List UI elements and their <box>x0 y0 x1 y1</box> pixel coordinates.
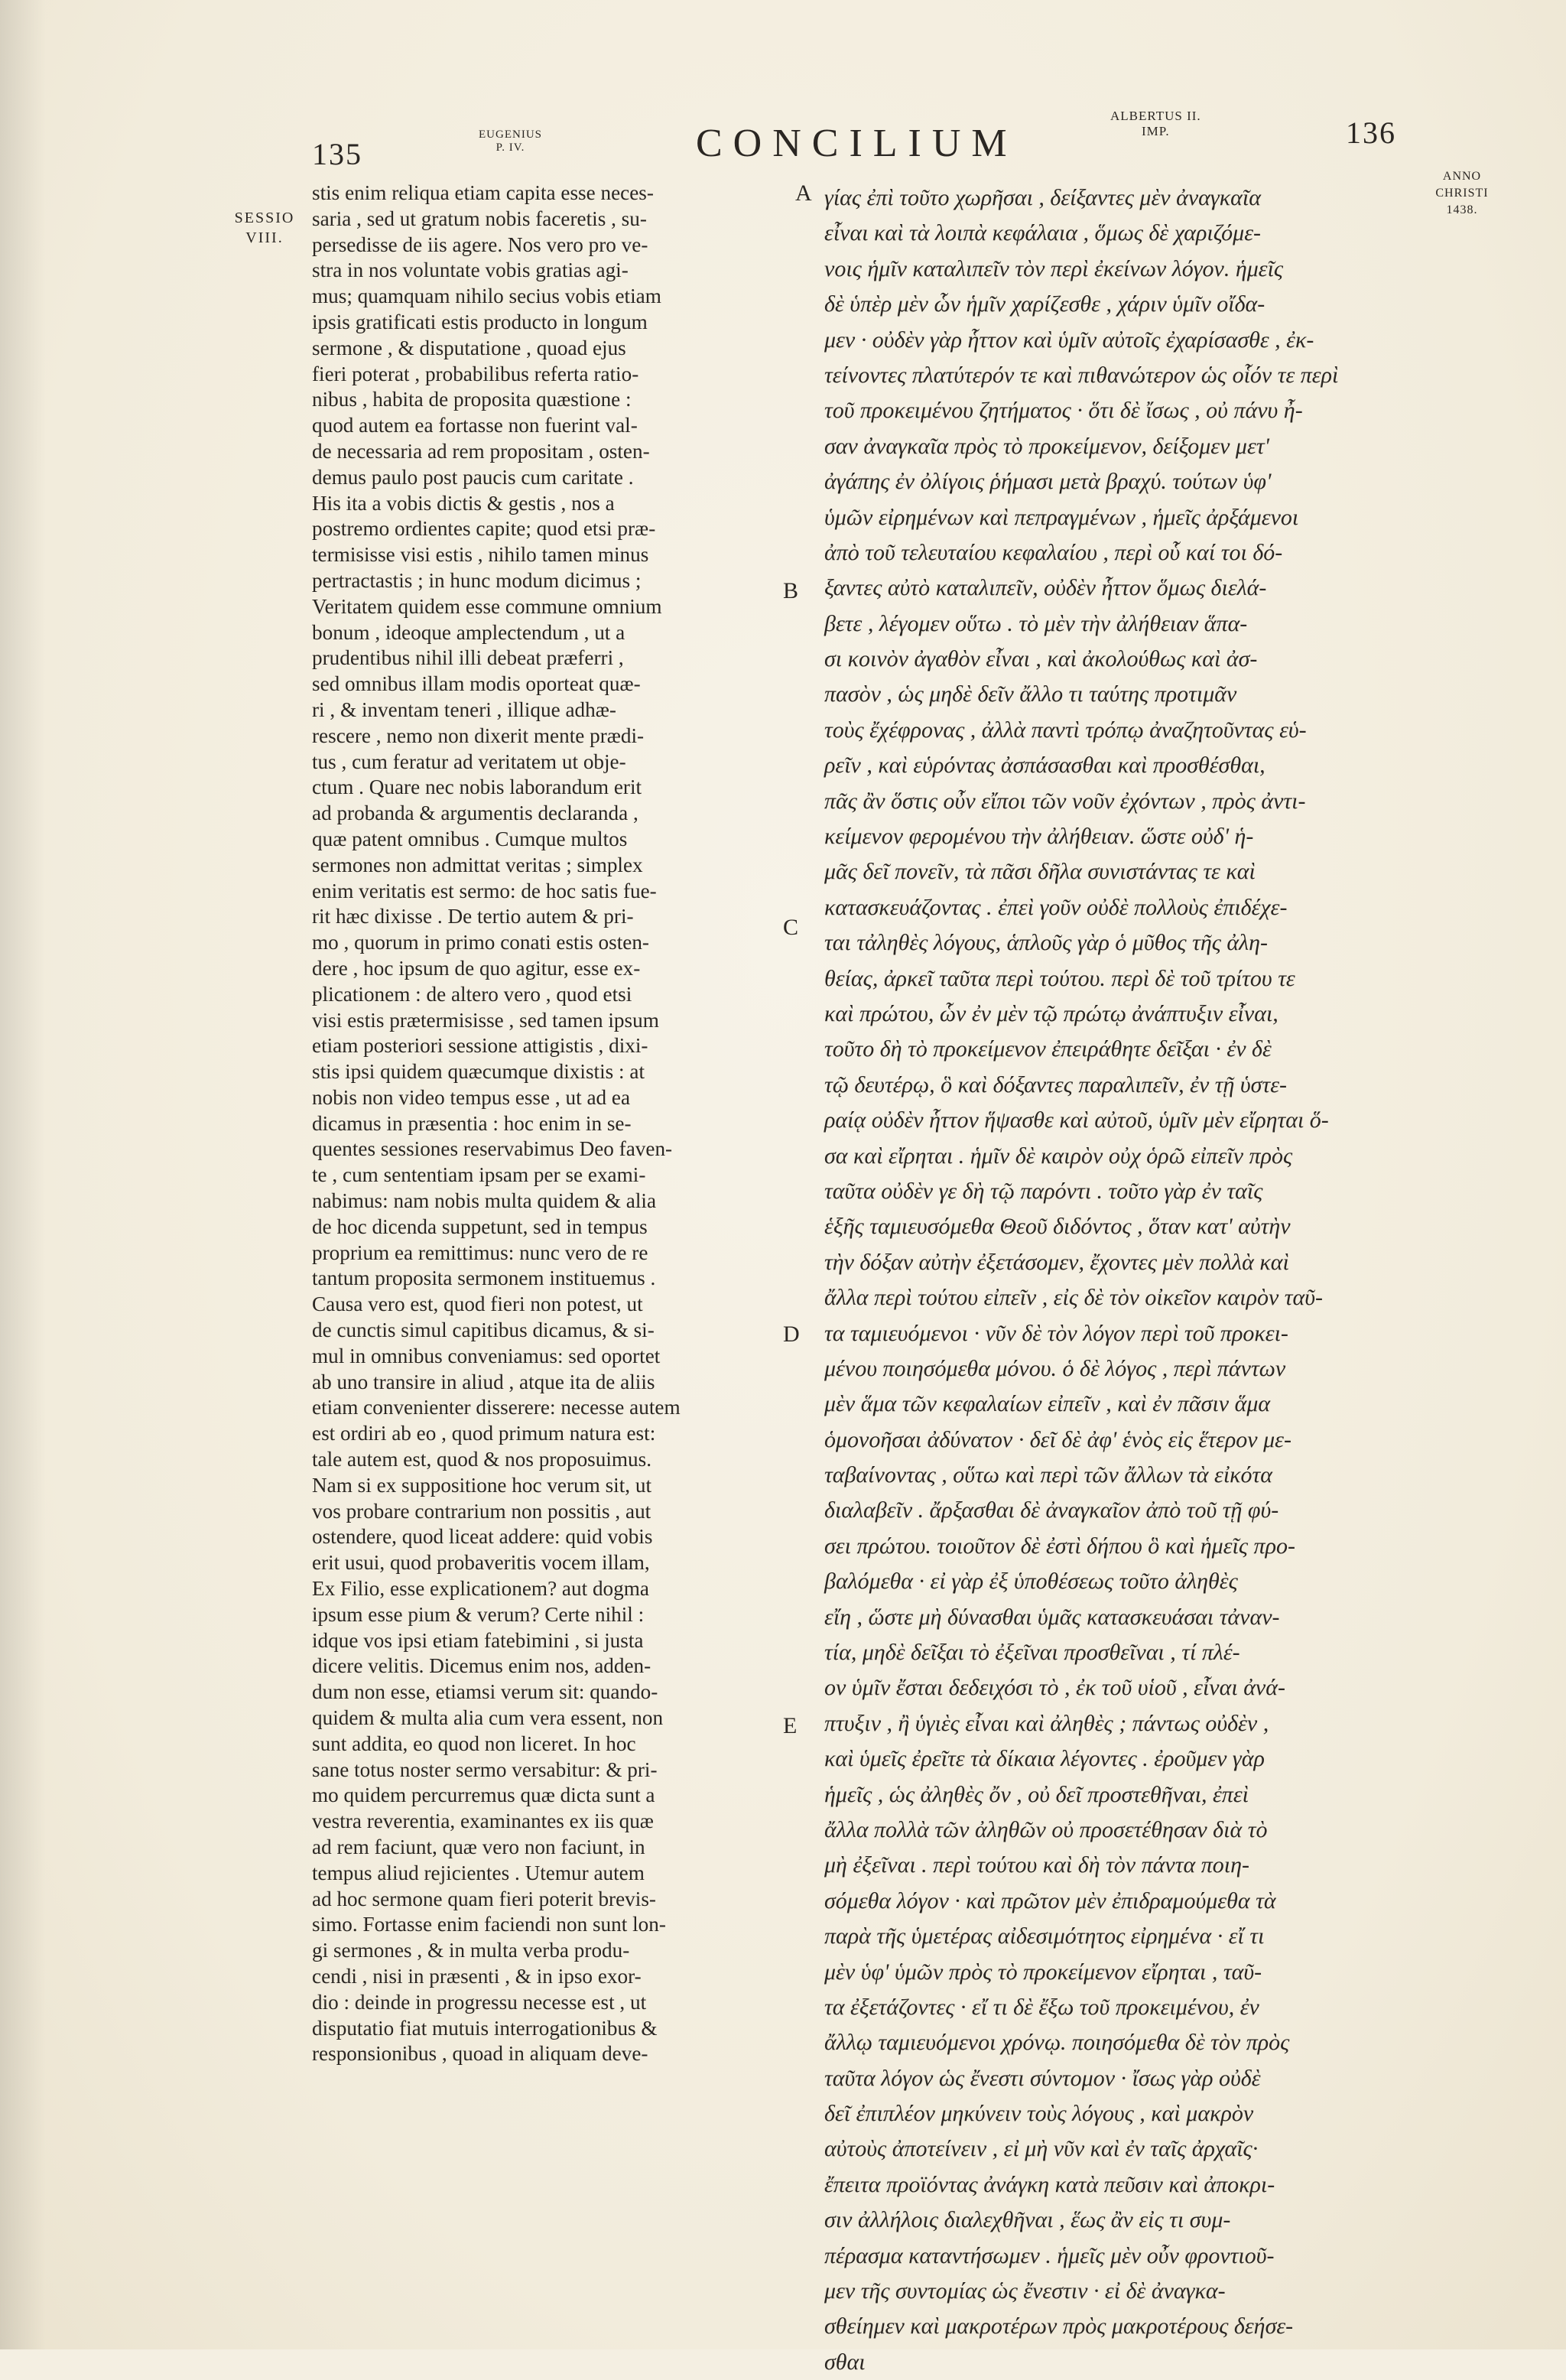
greek-text-line: τὴν δόξαν αὐτὴν ἐξετάσομεν, ἔχοντες μὲν πολλὰ καὶ <box>824 1249 1289 1275</box>
latin-text-line: ab uno transire in aliud , atque ita de aliis <box>312 1370 655 1393</box>
greek-text-line: σιν ἀλλήλοις διαλεχθῆναι , ἕως ἂν εἰς τι συμ- <box>824 2207 1231 2233</box>
greek-text-line: εἴη , ὥστε μὴ δύνασθαι ὑμᾶς κατασκευάσαι τἀναν- <box>824 1604 1280 1630</box>
latin-text-line: stra in nos voluntate vobis gratias agi- <box>312 258 629 282</box>
latin-text-line: stis enim reliqua etiam capita esse neces- <box>312 181 654 204</box>
latin-text-line: cendi , nisi in præsenti , & in ipso exor- <box>312 1964 642 1988</box>
latin-text-line: nibus , habita de proposita quæstione : <box>312 388 632 411</box>
greek-text-line: ὁμονοῆσαι ἀδύνατον · δεῖ δὲ ἀφ' ἑνὸς εἰς ἕτερον με- <box>824 1426 1291 1452</box>
greek-text-line: σαν ἀναγκαῖα πρὸς τὸ προκείμενον, δείξομεν μετ' <box>824 433 1269 459</box>
greek-text-line: κείμενον φερομένου τὴν ἀλήθειαν. ὥστε οὐδ' ἡ- <box>824 824 1254 850</box>
latin-text-line: stis ipsi quidem quæcumque dixistis : at <box>312 1060 645 1084</box>
latin-text-line: tempus aliud rejicientes . Utemur autem <box>312 1861 645 1884</box>
latin-text-line: mus; quamquam nihilo secius vobis etiam <box>312 284 661 308</box>
latin-text-line: tus , cum feratur ad veritatem ut obje- <box>312 749 626 773</box>
latin-text-column <box>312 180 778 2067</box>
margin-note-year-line-2: CHRISTI <box>1435 187 1489 200</box>
greek-text-line: κατασκευάζοντας . ἐπεὶ γοῦν οὐδὲ πολλοὺς ἐπιδέχε- <box>824 894 1288 920</box>
margin-note-year <box>1424 168 1500 219</box>
latin-text-line: fieri poterat , probabilibus referta ratio- <box>312 362 639 385</box>
greek-text-line: ταῦτα λόγον ὡς ἔνεστι σύντομον · ἴσως γὰρ οὐδὲ <box>824 2065 1261 2091</box>
greek-text-line: μὲν ἅμα τῶν κεφαλαίων εἰπεῖν , καὶ ἐν πᾶσιν ἅμα <box>824 1391 1271 1417</box>
latin-text-line: mo , quorum in primo conati estis osten- <box>312 931 649 954</box>
greek-text-line: μεν τῆς συντομίας ὡς ἔνεστιν · εἰ δὲ ἀναγκα- <box>824 2278 1226 2304</box>
greek-text-line: παρὰ τῆς ὑμετέρας αἰδεσιμότητος εἰρημένα · εἴ τι <box>824 1923 1265 1949</box>
margin-note-session <box>219 208 310 248</box>
greek-text-line: σι κοινὸν ἀγαθὸν εἶναι , καὶ ἀκολούθως καὶ ἀσ- <box>824 646 1258 672</box>
latin-text-line: vos probare contrarium non possitis , aut <box>312 1499 651 1523</box>
greek-text-line: τείνοντες πλατύτερόν τε καὶ πιθανώτερον ὡς οἷόν τε περὶ <box>824 362 1339 388</box>
greek-text-line: μὲν ὑφ' ὑμῶν πρὸς τὸ προκείμενον εἴρηται , ταῦ- <box>824 1959 1262 1985</box>
latin-text-line: visi estis prætermisisse , sed tamen ipsum <box>312 1008 659 1032</box>
greek-text-line: ἔπειτα προϊόντας ἀνάγκη κατὰ πεῦσιν καὶ ἀποκρι- <box>824 2171 1275 2197</box>
greek-text-line: ὑμῶν εἰρημένων καὶ πεπραγμένων , ἡμεῖς ἀρξάμενοι <box>824 504 1299 530</box>
greek-text-line: ἀπὸ τοῦ τελευταίου κεφαλαίου , περὶ οὗ καί τοι δό- <box>824 539 1283 565</box>
latin-text-line: de necessaria ad rem propositam , osten- <box>312 439 650 463</box>
latin-text-line: dere , hoc ipsum de quo agitur, esse ex- <box>312 956 641 980</box>
latin-text-line: plicationem : de altero vero , quod etsi <box>312 982 632 1006</box>
latin-text-line: ad probanda & argumentis declaranda , <box>312 801 638 825</box>
latin-text-line: nabimus: nam nobis multa quidem & alia <box>312 1189 657 1213</box>
margin-note-year-line-1: ANNO <box>1442 170 1482 183</box>
latin-text-line: demus paulo post paucis cum caritate . <box>312 465 634 489</box>
margin-note-session-line-1: SESSIO <box>234 210 295 226</box>
latin-text-line: Causa vero est, quod fieri non potest, ut <box>312 1292 643 1316</box>
greek-text-line: ἀγάπης ἐν ὀλίγοις ῥήμασι μετὰ βραχύ. τούτων ὑφ' <box>824 469 1272 495</box>
page-number-left: 135 <box>312 137 362 171</box>
greek-text-line: πέρασμα καταντήσωμεν . ἡμεῖς μὲν οὖν φροντιοῦ- <box>824 2242 1275 2268</box>
latin-text-line: gi sermones , & in multa verba produ- <box>312 1939 630 1962</box>
greek-text-line: πᾶς ἂν ὅστις οὖν εἴποι τῶν νοῦν ἐχόντων , πρὸς ἀντι- <box>824 788 1306 814</box>
running-head-left-line-2: P. IV. <box>495 141 525 154</box>
greek-text-line: μεν · οὐδὲν γὰρ ἧττον καὶ ὑμῖν αὐτοῖς ἐχαρίσασθε , ἐκ- <box>824 327 1314 353</box>
latin-text-line: mo quidem percurremus quæ dicta sunt a <box>312 1783 655 1807</box>
greek-text-line: ἄλλῳ ταμιευόμενοι χρόνῳ. ποιησόμεθα δὲ τὸν πρὸς <box>824 2030 1290 2056</box>
latin-text-line: dum non esse, etiamsi verum sit: quando- <box>312 1680 658 1704</box>
greek-text-line: βαλόμεθα · εἰ γὰρ ἐξ ὑποθέσεως τοῦτο ἀληθὲς <box>824 1569 1238 1595</box>
greek-text-line: μὴ ἐξεῖναι . περὶ τούτου καὶ δὴ τὸν πάντα ποιη- <box>824 1852 1249 1878</box>
greek-text-line: εἶναι καὶ τὰ λοιπὰ κεφάλαια , ὅμως δὲ χαριζόμε- <box>824 220 1262 246</box>
greek-text-line: τα ἐξετάζοντες · εἴ τι δὲ ἔξω τοῦ προκειμένου, ἐν <box>824 1994 1259 2020</box>
greek-text-line: πτυξιν , ἢ ὑγιὲς εἶναι καὶ ἀληθὲς ; πάντως οὐδὲν , <box>824 1710 1269 1736</box>
section-marker-a: A <box>795 180 812 206</box>
greek-text-line: τοῦτο δὴ τὸ προκείμενον ἐπειράθητε δεῖξαι · ἐν δὲ <box>824 1036 1272 1062</box>
greek-text-line: ρεῖν , καὶ εὑρόντας ἀσπάσασθαι καὶ προσθέσθαι, <box>824 753 1265 779</box>
greek-text-line: μένου ποιησόμεθα μόνου. ὁ δὲ λόγος , περὶ πάντων <box>824 1355 1286 1381</box>
latin-text-line: de cunctis simul capitibus dicamus, & si- <box>312 1318 655 1342</box>
latin-text-line: dicamus in præsentia : hoc enim in se- <box>312 1111 632 1135</box>
greek-text-line: μᾶς δεῖ πονεῖν, τὰ πᾶσι δῆλα συνιστάντας τε καὶ <box>824 859 1256 885</box>
greek-text-line: ον ὑμῖν ἔσται δεδειχόσι τὸ , ἐκ τοῦ υἱοῦ , εἶναι ἀνά- <box>824 1675 1285 1701</box>
latin-text-line: pertractastis ; in hunc modum dicimus ; <box>312 568 642 592</box>
latin-text-line: ad rem faciunt, quæ vero non faciunt, in <box>312 1835 645 1858</box>
latin-text-line: vestra reverentia, examinantes ex iis quæ <box>312 1809 654 1833</box>
latin-text-line: ostendere, quod liceat addere: quid vobis <box>312 1525 653 1549</box>
latin-text-line: erit usui, quod probaveritis vocem illam, <box>312 1551 650 1575</box>
greek-text-line: τοὺς ἔχέφρονας , ἀλλὰ παντὶ τρόπῳ ἀναζητοῦντας εὑ- <box>824 717 1307 743</box>
greek-text-line: τῷ δευτέρῳ, ὃ καὶ δόξαντες παραλιπεῖν, ἐν τῇ ὑστε- <box>824 1071 1288 1097</box>
greek-text-line: ἑξῆς ταμιευσόμεθα Θεοῦ διδόντος , ὅταν κατ' αὐτὴν <box>824 1214 1291 1240</box>
latin-text-line: disputatio fiat mutuis interrogationibus & <box>312 2016 658 2040</box>
latin-text-line: proprium ea remittimus: nunc vero de re <box>312 1240 648 1264</box>
latin-text-line: Ex Filio, esse explicationem? aut dogma <box>312 1577 649 1601</box>
greek-text-line: θείας, ἀρκεῖ ταῦτα περὶ τούτου. περὶ δὲ τοῦ τρίτου τε <box>824 965 1295 991</box>
greek-text-line: ξαντες αὐτὸ καταλιπεῖν, οὐδὲν ἧττον ὅμως διελά- <box>824 575 1267 601</box>
greek-text-line: καὶ ὑμεῖς ἐρεῖτε τὰ δίκαια λέγοντες . ἐροῦμεν γὰρ <box>824 1746 1265 1772</box>
greek-text-line: αὐτοὺς ἀποτείνειν , εἰ μὴ νῦν καὶ ἐν ταῖς ἀρχαῖς· <box>824 2136 1259 2162</box>
latin-text-line: tantum proposita sermonem instituemus . <box>312 1266 656 1290</box>
latin-text-line: responsionibus , quoad in aliquam deve- <box>312 2042 648 2066</box>
greek-text-column <box>824 180 1428 2380</box>
greek-text-line: τία, μηδὲ δεῖξαι τὸ ἐξεῖναι προσθεῖναι , τί πλέ- <box>824 1640 1240 1666</box>
greek-text-line: πασὸν , ὡς μηδὲ δεῖν ἄλλο τι ταύτης προτιμᾶν <box>824 681 1237 707</box>
greek-text-line: ταῦτα οὐδὲν γε δὴ τῷ παρόντι . τοῦτο γὰρ ἐν ταῖς <box>824 1178 1263 1204</box>
latin-text-line: quentes sessiones reservabimus Deo faven- <box>312 1137 673 1161</box>
latin-text-line: mul in omnibus conveniamus: sed oportet <box>312 1344 661 1367</box>
latin-text-line: simo. Fortasse enim faciendi non sunt lon- <box>312 1913 666 1936</box>
page-number-right: 136 <box>1346 115 1396 150</box>
latin-text-line: ipsis gratificati estis producto in longum <box>312 310 648 333</box>
latin-text-line: prudentibus nihil illi debeat præferri , <box>312 646 624 670</box>
running-head-left <box>479 128 542 154</box>
latin-text-line: sane totus noster sermo versabitur: & pri- <box>312 1757 658 1781</box>
latin-text-line: Nam si ex suppositione hoc verum sit, ut <box>312 1473 652 1497</box>
latin-text-line: ctum . Quare nec nobis laborandum erit <box>312 775 642 799</box>
greek-text-line: ταβαίνοντας , οὕτω καὶ περὶ τῶν ἄλλων τὰ εἰκότα <box>824 1462 1273 1488</box>
latin-text-line: termisisse visi estis , nihilo tamen minus <box>312 543 649 567</box>
section-marker-d: D <box>783 1322 800 1347</box>
latin-text-line: quæ patent omnibus . Cumque multos <box>312 827 628 850</box>
section-marker-e: E <box>783 1713 798 1738</box>
greek-text-line: σθείημεν καὶ μακροτέρων πρὸς μακροτέρους δεήσε- <box>824 2313 1294 2339</box>
latin-text-line: saria , sed ut gratum nobis faceretis , su- <box>312 206 647 230</box>
latin-text-line: nobis non video tempus esse , ut ad ea <box>312 1085 631 1109</box>
latin-text-line: sed omnibus illam modis oporteat quæ- <box>312 672 641 696</box>
section-marker-c: C <box>783 915 799 940</box>
greek-text-line: τα ταμιευόμενοι · νῦν δὲ τὸν λόγον περὶ τοῦ προκει- <box>824 1320 1288 1346</box>
latin-text-line: rescere , nemo non dixerit mente prædi- <box>312 723 645 747</box>
latin-text-line: tale autem est, quod & nos proposuimus. <box>312 1448 652 1471</box>
latin-text-line: sunt addita, eo quod non liceret. In hoc <box>312 1731 636 1755</box>
binding-shadow <box>0 0 46 2349</box>
greek-text-line: διαλαβεῖν . ἄρξασθαι δὲ ἀναγκαῖον ἀπὸ τοῦ τῇ φύ- <box>824 1497 1279 1523</box>
latin-text-line: sermone , & disputatione , quoad ejus <box>312 336 626 359</box>
latin-text-line: ad hoc sermone quam fieri poterit brevis- <box>312 1887 656 1910</box>
latin-text-line: persedisse de iis agere. Nos vero pro ve- <box>312 232 648 256</box>
latin-text-line: dicere velitis. Dicemus enim nos, adden- <box>312 1654 651 1678</box>
latin-text-line: te , cum sententiam ipsam per se exami- <box>312 1163 646 1187</box>
greek-text-line: νοις ἡμῖν καταλιπεῖν τὸν περὶ ἐκείνων λόγον. ἡμεῖς <box>824 255 1284 281</box>
page-title: CONCILIUM <box>696 122 1018 165</box>
greek-text-line: σόμεθα λόγον · καὶ πρῶτον μὲν ἐπιδραμούμεθα τὰ <box>824 1887 1276 1913</box>
latin-text-line: His ita a vobis dictis & gestis , nos a <box>312 491 615 515</box>
greek-text-line: γίας ἐπὶ τοῦτο χωρῆσαι , δείξαντες μὲν ἀναγκαῖα <box>824 185 1261 210</box>
greek-text-line: δεῖ ἐπιπλέον μηκύνειν τοὺς λόγους , καὶ μακρὸν <box>824 2101 1254 2127</box>
latin-text-line: rit hæc dixisse . De tertio autem & pri- <box>312 905 634 928</box>
greek-text-line: σει πρώτου. τοιοῦτον δὲ ἐστὶ δήπου ὃ καὶ ἡμεῖς προ- <box>824 1533 1295 1559</box>
margin-note-year-line-3: 1438. <box>1446 203 1478 216</box>
section-marker-b: B <box>783 578 799 603</box>
latin-text-line: idque vos ipsi etiam fatebimini , si justa <box>312 1628 644 1652</box>
latin-text-line: Veritatem quidem esse commune omnium <box>312 594 662 618</box>
running-head-right-line-2: IMP. <box>1142 124 1170 138</box>
greek-text-line: ἄλλα περὶ τούτου εἰπεῖν , εἰς δὲ τὸν οἰκεῖον καιρὸν ταῦ- <box>824 1285 1324 1311</box>
latin-text-line: bonum , ideoque amplectendum , ut a <box>312 620 625 644</box>
running-head-right <box>1110 109 1201 139</box>
greek-text-line: σα καὶ εἴρηται . ἡμῖν δὲ καιρὸν οὐχ ὁρῶ εἰπεῖν πρὸς <box>824 1143 1293 1169</box>
latin-text-line: de hoc dicenda suppetunt, sed in tempus <box>312 1214 648 1238</box>
greek-text-line: δὲ ὑπὲρ μὲν ὧν ἡμῖν χαρίζεσθε , χάριν ὑμῖν οἴδα- <box>824 291 1265 317</box>
greek-text-line: σθαι <box>824 2349 866 2375</box>
margin-note-session-line-2: VIII. <box>245 229 284 246</box>
running-head-right-line-1: ALBERTUS II. <box>1110 109 1201 123</box>
latin-text-line: quidem & multa alia cum vera essent, non <box>312 1706 664 1730</box>
greek-text-line: ται τἀληθὲς λόγους, ἁπλοῦς γὰρ ὁ μῦθος τῆς ἀλη- <box>824 930 1268 956</box>
latin-text-line: quod autem ea fortasse non fuerint val- <box>312 414 638 437</box>
latin-text-line: etiam convenienter disserere: necesse autem <box>312 1396 681 1419</box>
latin-text-line: etiam posteriori sessione attigistis , dixi- <box>312 1034 648 1058</box>
greek-text-line: καὶ πρώτου, ὧν ἐν μὲν τῷ πρώτῳ ἀνάπτυξιν εἶναι, <box>824 1000 1278 1026</box>
latin-text-line: ipsum esse pium & verum? Certe nihil : <box>312 1602 645 1626</box>
greek-text-line: τοῦ προκειμένου ζητήματος · ὅτι δὲ ἴσως , οὐ πάνυ ἦ- <box>824 398 1303 424</box>
greek-text-line: ἄλλα πολλὰ τῶν ἀληθῶν οὐ προσετέθησαν διὰ τὸ <box>824 1816 1268 1842</box>
greek-text-line: ραίᾳ οὐδὲν ἧττον ἥψασθε καὶ αὐτοῦ, ὑμῖν μὲν εἴρηται ὅ- <box>824 1107 1329 1133</box>
latin-text-line: sermones non admittat veritas ; simplex <box>312 853 643 876</box>
latin-text-line: ri , & inventam teneri , illique adhæ- <box>312 697 616 721</box>
latin-text-line: dio : deinde in progressu necesse est , ut <box>312 1990 647 2014</box>
latin-text-line: postremo ordientes capite; quod etsi præ- <box>312 517 656 541</box>
latin-text-line: est ordiri ab eo , quod primum natura est: <box>312 1422 656 1445</box>
latin-text-line: enim veritatis est sermo: de hoc satis fue- <box>312 879 657 902</box>
greek-text-line: ἡμεῖς , ὡς ἀληθὲς ὄν , οὐ δεῖ προστεθῆναι, ἐπεὶ <box>824 1781 1249 1807</box>
greek-text-line: βετε , λέγομεν οὕτω . τὸ μὲν τὴν ἀλήθειαν ἅπα- <box>824 610 1248 636</box>
running-head-left-line-1: EUGENIUS <box>479 128 542 141</box>
